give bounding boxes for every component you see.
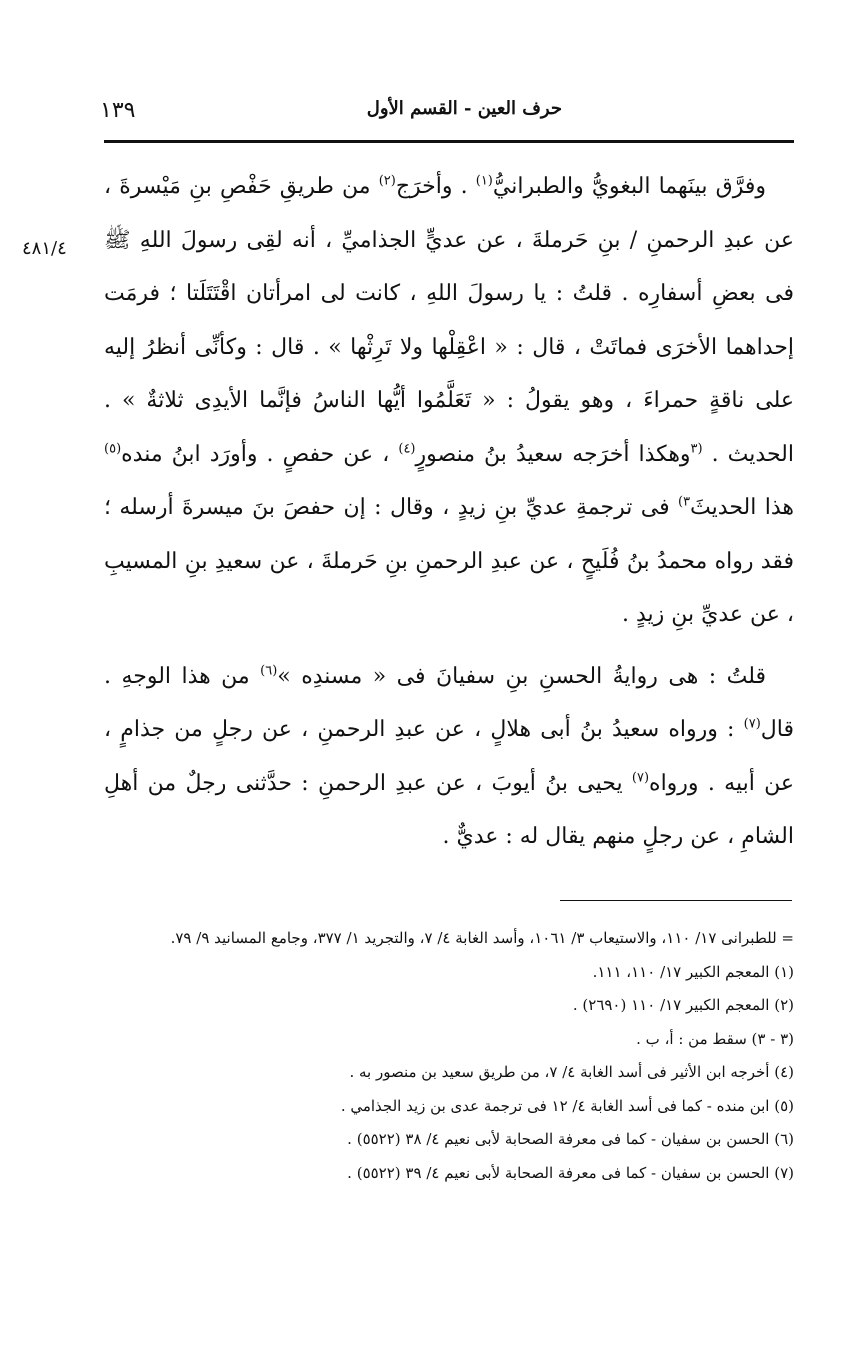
paragraph-1: [104, 160, 794, 642]
footnote-marker: (٧): [743, 716, 761, 732]
footnote-separator: [560, 900, 792, 901]
footnote-marker: (٤): [398, 441, 416, 457]
text-run: ، عن حفصٍ . وأورَد ابنُ منده: [121, 441, 399, 467]
footnote-continuation: = للطبرانى ١٧/ ١١٠، والاستيعاب ٣/ ١٠٦١، وأسد الغابة ٤/ ٧، والتجريد ١/ ٣٧٧، وجامع المسانيد ٩/ ٧٩.: [170, 929, 794, 947]
footnote-marker: (٧): [631, 770, 650, 786]
footnote-marker: (٣: [690, 441, 703, 457]
text-run: وفرَّق بينَهما البغويُّ والطبرانيُّ: [492, 174, 767, 199]
text-run: هذا الحديثَ: [690, 495, 794, 520]
footnote-1: (١) المعجم الكبير ١٧/ ١١٠، ١١١.: [592, 962, 794, 981]
text-run: وهكذا أخرَجه سعيدُ بنُ منصورٍ: [415, 441, 691, 467]
footnote-2: (٢) المعجم الكبير ١٧/ ١١٠ (٢٦٩٠) .: [572, 996, 794, 1014]
footnote-7: (٧) الحسن بن سفيان - كما فى معرفة الصحابة لأبى نعيم ٤/ ٣٩ (٥٥٢٢) .: [347, 1163, 794, 1182]
text-run: من طريقِ حَفْصِ بنِ مَيْسرةَ ، عن عبدِ الرحمنِ / بنِ حَرملةَ ، عن عديٍّ الجذاميِّ ، أنه لقِى رسولَ اللهِ ﷺ فى بعضِ أسفارِه . قلتُ : يا رسولَ اللهِ ، كانت لى امرأتان اقْتَتَلَتا ؛ فرمَت إحداهما الأخرَى فماتَتْ ، قال : « اعْقِلْها ولا تَرِثْها » . قال : وكأنِّى أنظرُ إليه على ناقةٍ حمراءَ ، وهو يقولُ : « تَعَلَّمُوا أيُّها الناسُ فإنَّما الأيدِى ثلاثةٌ » . الحديث .: [104, 174, 794, 467]
running-head: حرف العين - القسم الأول: [366, 98, 562, 119]
page-number: ١٣٩: [100, 98, 136, 123]
header-rule: [104, 140, 794, 143]
footnotes: [104, 922, 794, 1190]
footnote-4: (٤) أخرجه ابن الأثير فى أسد الغابة ٤/ ٧، من طريق سعيد بن منصور به .: [349, 1063, 794, 1081]
footnote-marker: (١): [475, 173, 493, 189]
margin-volume-page-reference: ٤٨١/٤: [22, 238, 67, 259]
footnote-marker: (٦): [260, 663, 278, 679]
text-run: من هذا الوجهِ . قال: [104, 663, 794, 742]
footnote-marker: (٢): [378, 173, 396, 189]
footnote-marker: (٥): [104, 441, 122, 457]
text-run: : ورواه سعيدُ بنُ أبى هلالٍ ، عن عبدِ الرحمنِ ، عن رجلٍ من جذامٍ ، عن أبيه . ورواه: [104, 717, 795, 796]
footnote-marker: ٣): [677, 494, 691, 510]
footnote-3: (٣ - ٣) سقط من : أ، ب .: [636, 1029, 794, 1048]
footnote-5: (٥) ابن منده - كما فى أسد الغابة ٤/ ١٢ فى ترجمة عدى بن زيد الجذامي .: [340, 1096, 794, 1115]
paragraph-2: [104, 650, 794, 864]
text-run: قلتُ : هى روايةُ الحسنِ بنِ سفيانَ فى « مسندِه »: [277, 663, 766, 689]
text-run: يحيى بنُ أيوبَ ، عن عبدِ الرحمنِ : حدَّثنى رجلٌ من أهلِ الشامِ ، عن رجلٍ منهم يقال له : عديٌّ .: [104, 770, 794, 849]
main-text: [104, 160, 794, 864]
text-run: فى ترجمةِ عديِّ بنِ زيدٍ ، وقال : إن حفصَ بنَ ميسرةَ أرسله ؛ فقد رواه محمدُ بنُ فُلَيحٍ ، عن عبدِ الرحمنِ بنِ حَرملةَ ، عن سعيدِ بنِ المسيبِ ، عن عديِّ بنِ زيدٍ .: [104, 495, 794, 627]
text-run: . وأخرَج: [395, 174, 476, 199]
footnote-6: (٦) الحسن بن سفيان - كما فى معرفة الصحابة لأبى نعيم ٤/ ٣٨ (٥٥٢٢) .: [347, 1130, 794, 1148]
